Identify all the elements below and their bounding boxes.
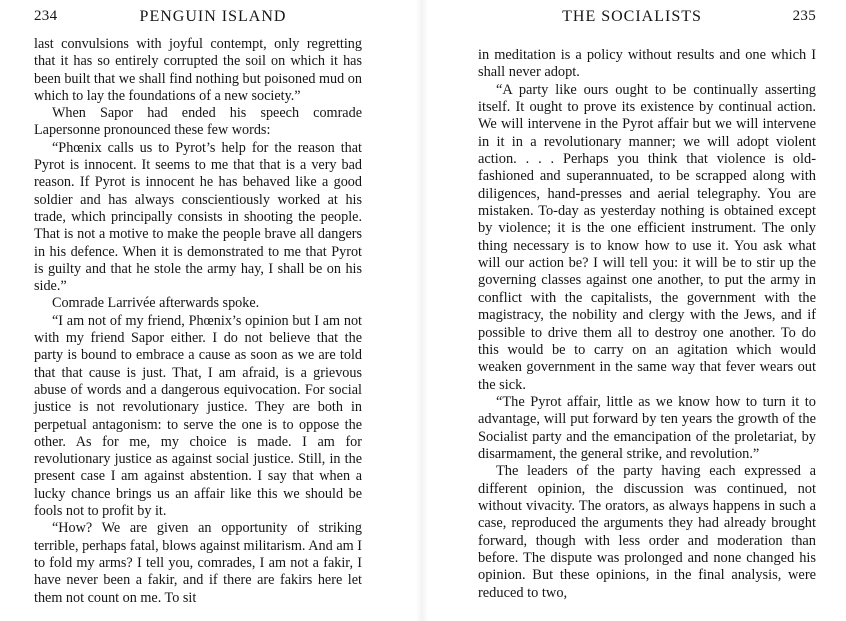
right-running-title: THE SOCIALISTS	[562, 8, 702, 25]
left-running-title: PENGUIN ISLAND	[139, 8, 287, 25]
left-paragraph: “How? We are given an opportunity of striking terrible, perhaps fatal, blows against militarism. And am I to fold my arms? I tell you, comrades, I am not a fakir, I have never been a fakir, and if there are fakirs here let them not count on me. To sit	[34, 520, 362, 606]
right-paragraph: in meditation is a policy without results and one which I shall never adopt.	[478, 47, 816, 81]
right-page	[478, 0, 816, 621]
left-paragraph: last convulsions with joyful contempt, only regretting that it has so entirely corrupted the soil on which it has been built that we shall find nothing but poisoned mud on which to lay the foundations of a new society.”	[34, 36, 362, 104]
right-body-text	[478, 47, 816, 602]
left-body-text	[34, 36, 362, 607]
left-page-number: 234	[34, 8, 58, 24]
right-page-number: 235	[792, 8, 816, 24]
left-paragraph: Comrade Larrivée afterwards spoke.	[52, 295, 260, 312]
left-page	[34, 0, 362, 621]
left-paragraph: “I am not of my friend, Phœnix’s opinion but I am not with my friend Sapor either. I do not believe that the party is bound to embrace a cause as soon as we are told that that cause is just. That, I am afraid, is a grievous abuse of words and a dangerous equivocation. For social justice is not revolutionary justice. They are both in perpetual antagonism: to serve the one is to oppose the other. As for me, my choice is made. I am for revolutionary justice as against social justice. Still, in the present case I am against abstention. I say that when a lucky chance brings us an affair like this we should be fools not to profit by it.	[34, 312, 362, 520]
right-paragraph: “The Pyrot affair, little as we know how to turn it to advantage, will put forward by ten years the growth of the Socialist party and the emancipation of the proletariat, by disarmament, the general strike, and revolution.”	[478, 393, 816, 462]
left-paragraph: “Phœnix calls us to Pyrot’s help for the reason that Pyrot is innocent. It seems to me that that is a very bad reason. If Pyrot is innocent he has behaved like a good soldier and has always conscientiously worked at his trade, which principally consists in shooting the people. That is not a motive to make the people brave all dangers in his defence. When it is demonstrated to me that Pyrot is guilty and that he stole the army hay, I shall be on his side.”	[34, 139, 362, 295]
right-paragraph: “A party like ours ought to be continually asserting itself. It ought to prove its existence by continual action. We will intervene in the Pyrot affair but we will intervene in it in a revolutionary manner; we will adopt violent action. . . . Perhaps you think that violence is old-fashioned and superannuated, to be scrapped along with diligences, hand-presses and aerial telegraphy. You are mistaken. To-day as yesterday nothing is obtained except by violence; it is the one efficient instrument. The only thing necessary is to know how to use it. You ask what will our action be? I will tell you: it will be to stir up the governing classes against one another, to put the army in conflict with the capitalists, the government with the magistracy, the nobility and clergy with the Jews, and if possible to drive them all to destroy one another. To do this would be to carry on an agitation which would weaken government in the same way that fever wears out the sick.	[478, 81, 816, 393]
left-paragraph: When Sapor had ended his speech comrade Lapersonne pronounced these few words:	[34, 105, 362, 139]
right-running-head	[478, 8, 816, 28]
right-paragraph: The leaders of the party having each expressed a different opinion, the discussion was continued, not without vivacity. The orators, as always happens in such a case, reproduced the arguments they had already brought forward, though with less order and moderation than before. The dispute was prolonged and none changed his opinion. But these opinions, in the final analysis, were reduced to two,	[478, 463, 816, 601]
left-running-head	[34, 8, 362, 28]
book-gutter	[416, 0, 428, 621]
